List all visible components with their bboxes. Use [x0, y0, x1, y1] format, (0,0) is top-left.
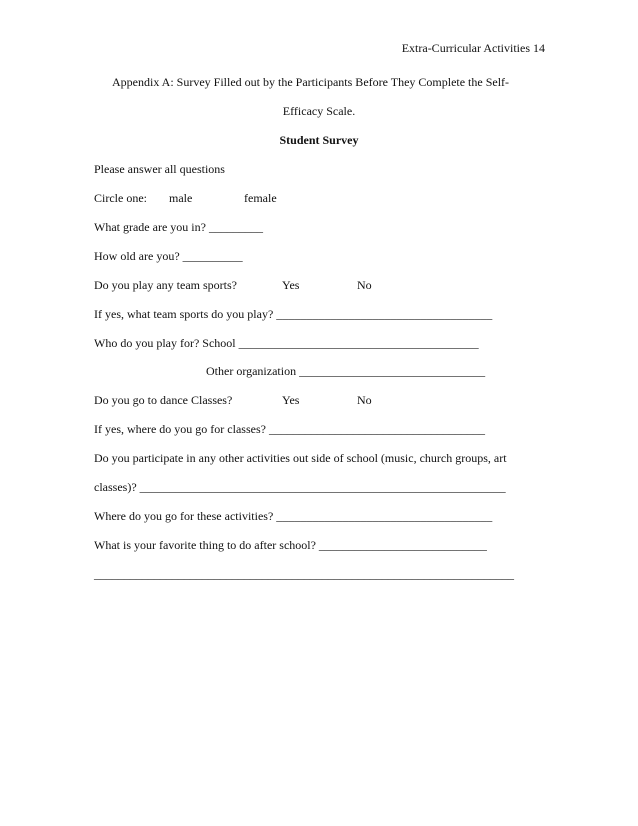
- which-sports-question: If yes, what team sports do you play? ____________________________________: [94, 307, 493, 321]
- other-activities-question-line2: classes)? _____________________________________________________________: [94, 480, 506, 494]
- dance-label: Do you go to dance Classes?: [94, 393, 233, 407]
- appendix-title-line2: Efficacy Scale.: [282, 104, 356, 118]
- appendix-title-line1: Appendix A: Survey Filled out by the Participants Before They Complete the Self-: [112, 75, 510, 89]
- gender-option-male[interactable]: male: [169, 191, 193, 205]
- grade-question: What grade are you in? _________: [94, 220, 263, 234]
- play-for-school-question: Who do you play for? School ________________________________________: [94, 336, 479, 350]
- dance-no-option[interactable]: No: [357, 393, 372, 407]
- running-head: Extra-Curricular Activities 14: [401, 41, 545, 55]
- team-sports-yes-option[interactable]: Yes: [282, 278, 300, 292]
- survey-instructions: Please answer all questions: [94, 162, 225, 176]
- survey-title: Student Survey: [279, 133, 359, 147]
- dance-yes-option[interactable]: Yes: [282, 393, 300, 407]
- extra-answer-line: ______________________________________________________________________: [94, 567, 514, 581]
- age-question: How old are you? __________: [94, 249, 243, 263]
- gender-option-female[interactable]: female: [244, 191, 277, 205]
- other-activities-question-line1: Do you participate in any other activities out side of school (music, church groups, art: [94, 451, 507, 465]
- team-sports-label: Do you play any team sports?: [94, 278, 237, 292]
- favorite-thing-question: What is your favorite thing to do after school? ____________________________: [94, 538, 487, 552]
- play-for-other-organization: Other organization _______________________________: [206, 364, 486, 378]
- gender-label: Circle one:: [94, 191, 147, 205]
- activities-where-question: Where do you go for these activities? ____________________________________: [94, 509, 493, 523]
- team-sports-no-option[interactable]: No: [357, 278, 372, 292]
- dance-where-question: If yes, where do you go for classes? ____________________________________: [94, 422, 485, 436]
